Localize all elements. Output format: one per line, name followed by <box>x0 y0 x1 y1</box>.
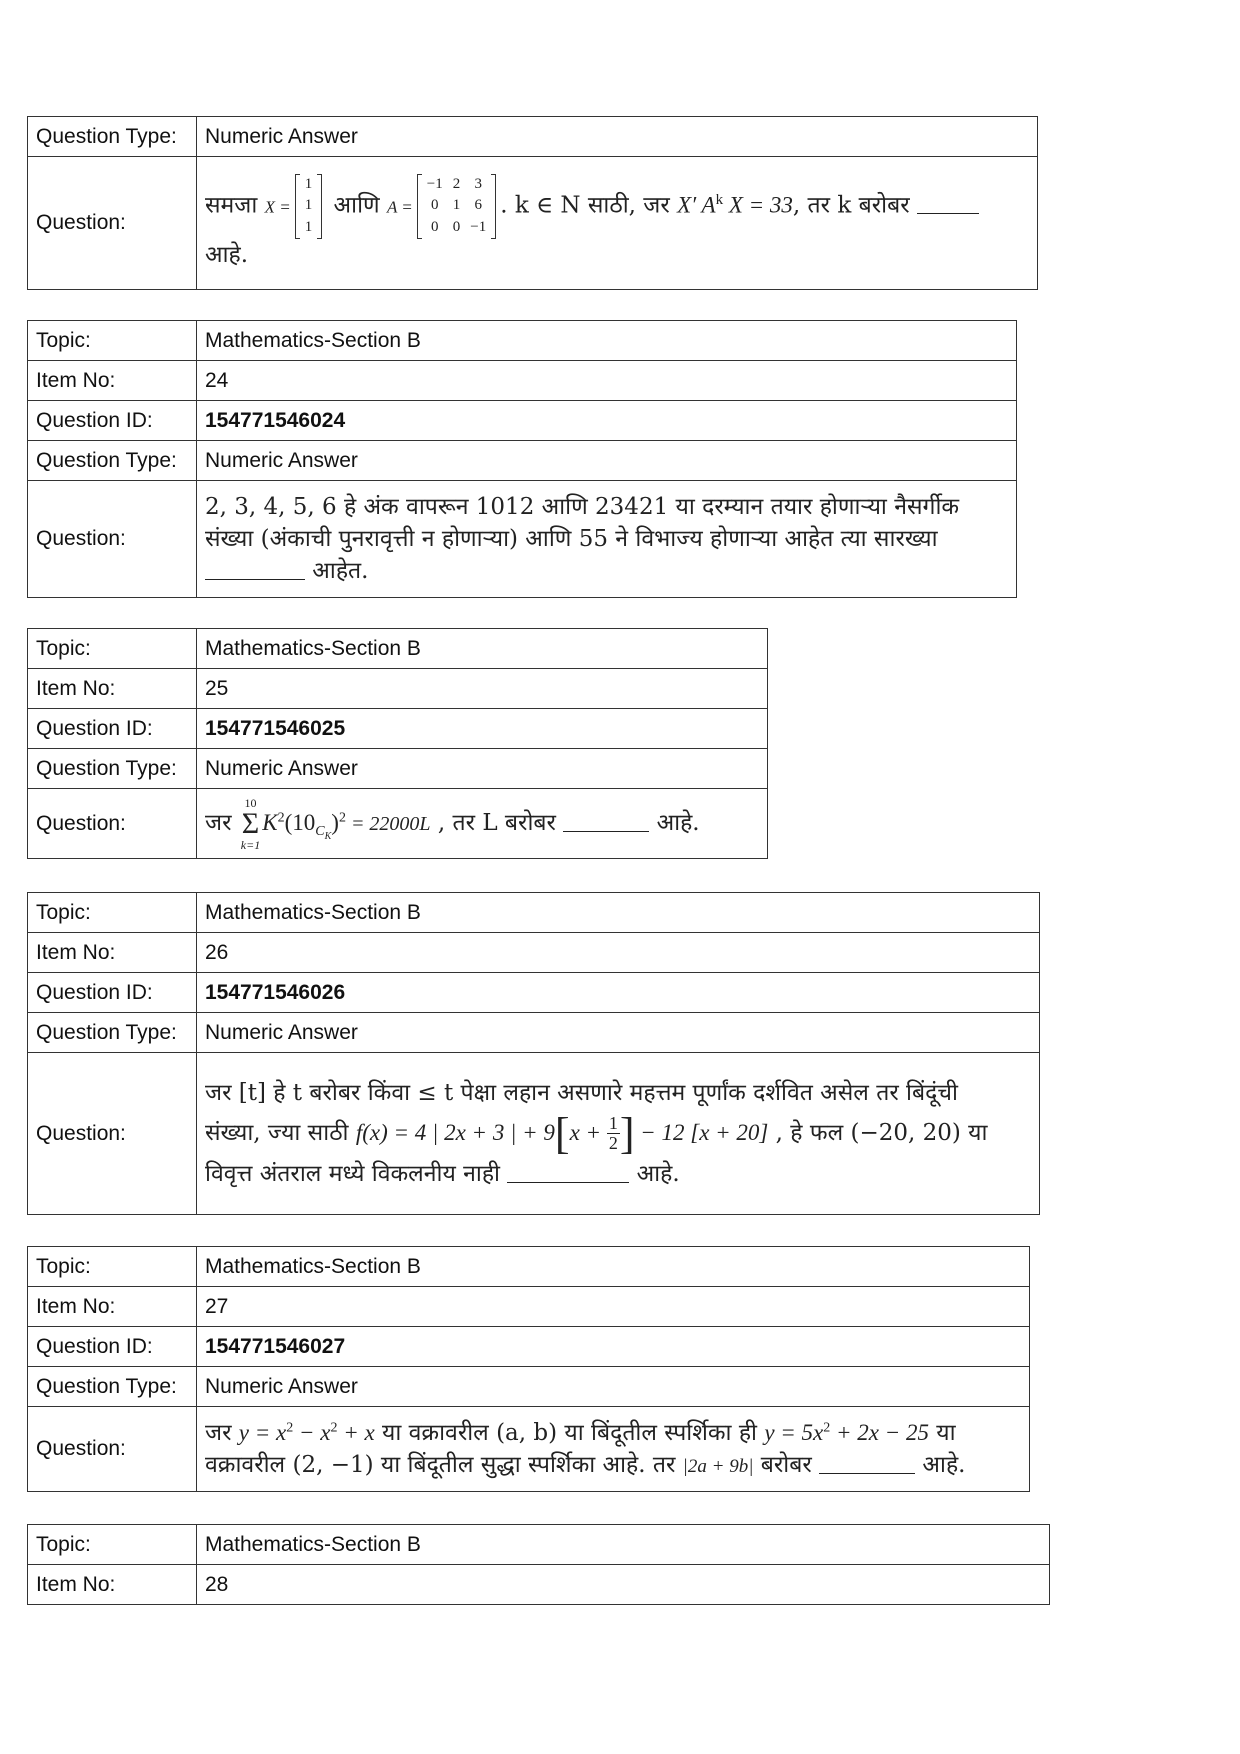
question-label: Question: <box>28 789 197 859</box>
question-text <box>197 157 1038 290</box>
question-type-label: Question Type: <box>28 1013 197 1053</box>
question-block-28 <box>27 1524 1050 1605</box>
question-text-part: आहे. <box>205 241 249 268</box>
question-label: Question: <box>28 481 197 598</box>
math-expr: + 2x − 25 <box>830 1419 929 1445</box>
question-block-26 <box>27 892 1040 1215</box>
question-id-value: 154771546025 <box>197 709 768 749</box>
question-block-24 <box>27 320 1017 598</box>
math-expr: x + <box>569 1119 607 1145</box>
bracket-close: ] <box>619 1108 635 1158</box>
math-expr: y = x <box>238 1419 287 1445</box>
question-text-part: जर <box>205 809 239 836</box>
fraction <box>607 1114 620 1153</box>
item-no-label: Item No: <box>28 1565 197 1605</box>
matrix-cell: 1 <box>304 219 313 236</box>
bracket-open: [ <box>554 1108 570 1158</box>
question-block-27 <box>27 1246 1030 1492</box>
math-expr: − x <box>293 1419 331 1445</box>
math-expr: |2a + 9b| <box>682 1456 754 1477</box>
item-no-label: Item No: <box>28 669 197 709</box>
topic-value: Mathematics-Section B <box>197 1525 1050 1565</box>
math-sub <box>315 824 332 842</box>
matrix-cell: 1 <box>304 197 313 214</box>
math-sup: 2 <box>277 809 285 825</box>
question-text-part: जर [t] हे t बरोबर किंवा ≤ t पेक्षा लहान असणारे महत्तम पूर्णांक दर्शवित असेल तर बिंदूंची <box>205 1079 958 1106</box>
question-id-value: 154771546024 <box>197 401 1017 441</box>
question-type-value: Numeric Answer <box>197 117 1038 157</box>
topic-value: Mathematics-Section B <box>197 1247 1030 1287</box>
sum-upper-limit: 10 <box>244 795 257 810</box>
question-text-part: . k ∈ N साठी, जर <box>500 192 678 219</box>
math-sup: 2 <box>338 809 346 825</box>
item-no-label: Item No: <box>28 933 197 973</box>
question-label: Question: <box>28 1407 197 1492</box>
question-text <box>197 481 1017 598</box>
question-label: Question: <box>28 1053 197 1215</box>
item-no-value: 24 <box>197 361 1017 401</box>
sigma-symbol: Σ <box>241 806 260 840</box>
question-text-part: आणि <box>326 192 387 219</box>
answer-blank <box>563 808 649 832</box>
question-type-label: Question Type: <box>28 1367 197 1407</box>
question-text-part: , तर k बरोबर <box>792 192 910 219</box>
matrix-cell: 2 <box>452 175 461 192</box>
summation <box>241 797 260 851</box>
question-id-label: Question ID: <box>28 973 197 1013</box>
math-sup: k <box>715 191 724 208</box>
question-text-part: जर <box>205 1419 239 1446</box>
question-text-part: विवृत्त अंतराल मध्ये विकलनीय नाही <box>205 1160 508 1187</box>
question-id-label: Question ID: <box>28 709 197 749</box>
question-type-value: Numeric Answer <box>197 1367 1030 1407</box>
matrix-cell: 1 <box>304 175 313 192</box>
math-expr: f(x) = 4 | 2x + 3 | + 9 <box>355 1119 555 1145</box>
question-block-23-tail <box>27 116 1038 290</box>
question-text-part: आहे. <box>649 809 700 836</box>
question-text-part: आहे. <box>915 1452 966 1478</box>
item-no-label: Item No: <box>28 1287 197 1327</box>
topic-value: Mathematics-Section B <box>197 321 1017 361</box>
question-text-part: आहे. <box>629 1160 680 1187</box>
matrix-cell: −1 <box>470 219 487 236</box>
question-text-part: , तर L बरोबर <box>430 809 564 836</box>
question-text-part: 2, 3, 4, 5, 6 हे अंक वापरून 1012 आणि 23421 या दरम्यान तयार होणाऱ्या नैसर्गीक संख्या (अंकाची पुनरावृत्ती न होणाऱ्या) आणि 55 ने विभाज्य होणाऱ्या आहेत त्या सारख्या <box>205 493 960 552</box>
item-no-value: 27 <box>197 1287 1030 1327</box>
math-expr: X = 33 <box>723 192 793 218</box>
math-sub-k: K <box>324 830 332 842</box>
math-a-eq: A = <box>386 197 413 217</box>
question-type-label: Question Type: <box>28 441 197 481</box>
math-paren: (10 <box>284 809 316 835</box>
question-id-value: 154771546027 <box>197 1327 1030 1367</box>
answer-blank <box>819 1450 915 1474</box>
matrix-cell: 3 <box>474 175 482 192</box>
answer-blank <box>205 556 305 580</box>
math-term: K <box>262 809 278 835</box>
question-id-label: Question ID: <box>28 401 197 441</box>
math-expr: y = 5x <box>764 1419 824 1445</box>
topic-value: Mathematics-Section B <box>197 629 768 669</box>
question-text-part: वक्रावरील (2, −1) या बिंदूतील सुद्धा स्पर्शिका आहे. तर <box>205 1452 683 1478</box>
math-sub-c: C <box>315 824 325 840</box>
topic-label: Topic: <box>28 629 197 669</box>
question-text <box>197 1407 1030 1492</box>
sum-lower-limit: k=1 <box>240 837 261 852</box>
question-type-value: Numeric Answer <box>197 1013 1040 1053</box>
math-expr: + x <box>337 1419 375 1445</box>
question-text-part: समजा <box>205 192 265 219</box>
math-expr: X′ A <box>677 192 716 218</box>
question-text-part: बरोबर <box>753 1452 820 1478</box>
question-type-value: Numeric Answer <box>197 749 768 789</box>
item-no-value: 26 <box>197 933 1040 973</box>
topic-value: Mathematics-Section B <box>197 893 1040 933</box>
matrix-a <box>417 174 496 239</box>
question-text-part: आहेत. <box>305 558 369 585</box>
question-text-part: या वक्रावरील (a, b) या बिंदूतील स्पर्शिका ही <box>374 1419 765 1446</box>
matrix-cell: 1 <box>452 197 461 214</box>
topic-label: Topic: <box>28 1525 197 1565</box>
question-block-25 <box>27 628 768 859</box>
math-expr: = 22000L <box>345 812 431 835</box>
matrix-x <box>295 174 323 239</box>
math-sup: 2 <box>330 1420 338 1436</box>
matrix-cell: 0 <box>431 197 439 214</box>
answer-blank <box>507 1159 629 1183</box>
topic-label: Topic: <box>28 1247 197 1287</box>
question-id-label: Question ID: <box>28 1327 197 1367</box>
math-expr: − 12 [x + 20] <box>634 1119 769 1145</box>
question-text-part: या <box>929 1419 956 1446</box>
fraction-denominator: 2 <box>608 1133 618 1153</box>
question-type-label: Question Type: <box>28 749 197 789</box>
question-label: Question: <box>28 157 197 290</box>
matrix-cell: −1 <box>426 175 443 192</box>
item-no-label: Item No: <box>28 361 197 401</box>
topic-label: Topic: <box>28 893 197 933</box>
matrix-cell: 6 <box>474 197 482 214</box>
question-type-value: Numeric Answer <box>197 441 1017 481</box>
math-x-eq: X = <box>264 197 291 217</box>
math-sup: 2 <box>823 1420 831 1436</box>
question-text <box>197 789 768 859</box>
question-type-label: Question Type: <box>28 117 197 157</box>
matrix-cell: 0 <box>452 219 461 236</box>
math-sup: 2 <box>286 1420 294 1436</box>
question-text-part: संख्या, ज्या साठी <box>205 1119 356 1146</box>
answer-blank <box>917 190 979 214</box>
question-id-value: 154771546026 <box>197 973 1040 1013</box>
matrix-cell: 0 <box>431 219 439 236</box>
math-paren: ) <box>331 809 339 835</box>
question-text <box>197 1053 1040 1215</box>
question-text-part: , हे फल (−20, 20) या <box>768 1119 988 1146</box>
topic-label: Topic: <box>28 321 197 361</box>
item-no-value: 25 <box>197 669 768 709</box>
fraction-numerator: 1 <box>608 1113 618 1134</box>
item-no-value: 28 <box>197 1565 1050 1605</box>
